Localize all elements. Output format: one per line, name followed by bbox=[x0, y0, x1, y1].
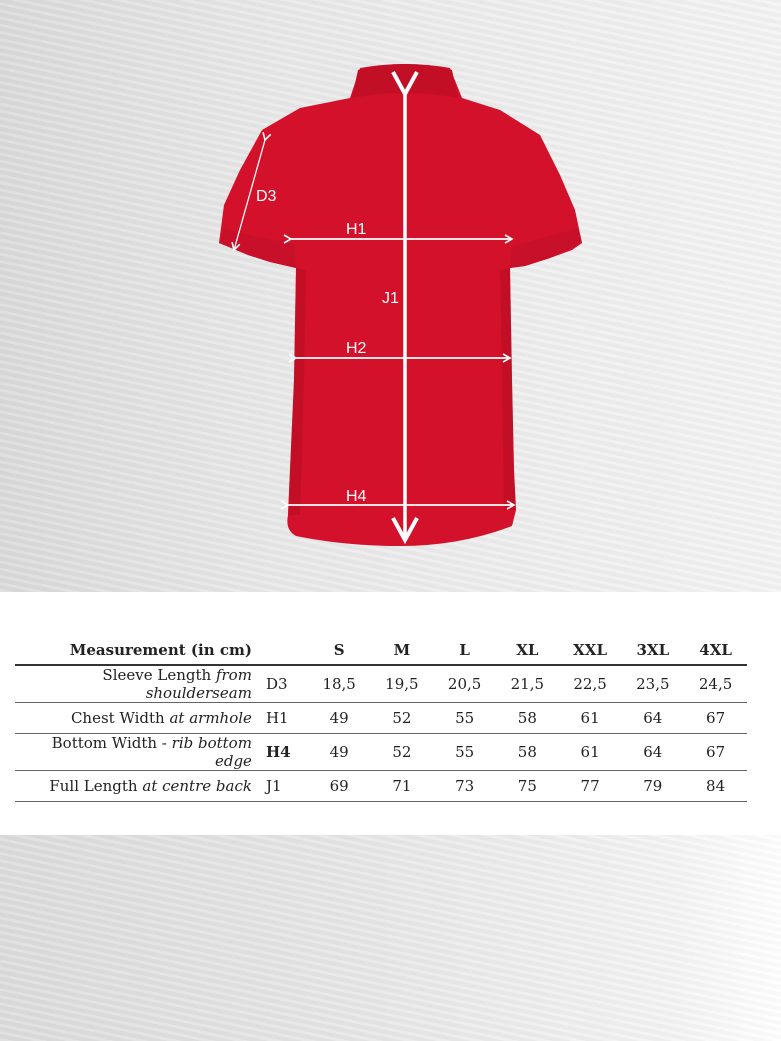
measurement-note: rib bottom edge bbox=[171, 734, 252, 770]
table-cell: 67 bbox=[684, 734, 747, 771]
table-cell: 18,5 bbox=[308, 665, 371, 703]
table-cell: 55 bbox=[433, 703, 496, 734]
table-cell: 79 bbox=[621, 771, 684, 802]
shirt-body bbox=[219, 64, 582, 546]
header-size-xl: XL bbox=[496, 636, 559, 665]
table-cell: 19,5 bbox=[371, 665, 434, 703]
shirt-collar bbox=[352, 64, 458, 98]
row-label bbox=[15, 703, 266, 734]
measurement-note: from shoulderseam bbox=[145, 666, 252, 702]
header-measurement: Measurement (in cm) bbox=[15, 636, 266, 665]
table-cell: 24,5 bbox=[684, 665, 747, 703]
table-cell: 58 bbox=[496, 734, 559, 771]
label-h1: H1 bbox=[346, 221, 367, 238]
label-j1: J1 bbox=[382, 290, 399, 307]
table-cell: 77 bbox=[559, 771, 622, 802]
table-cell: 20,5 bbox=[433, 665, 496, 703]
table-row bbox=[15, 703, 747, 734]
table-row bbox=[15, 665, 747, 703]
table-cell: 22,5 bbox=[559, 665, 622, 703]
table-header-row bbox=[15, 636, 747, 665]
table-cell: 23,5 bbox=[621, 665, 684, 703]
measurement-name: Bottom Width - bbox=[51, 734, 167, 752]
table-cell: 61 bbox=[559, 703, 622, 734]
table-cell: 84 bbox=[684, 771, 747, 802]
measurement-note: at armhole bbox=[169, 709, 252, 727]
table-cell: 75 bbox=[496, 771, 559, 802]
table-cell: 73 bbox=[433, 771, 496, 802]
row-label bbox=[15, 734, 266, 771]
table-cell: 21,5 bbox=[496, 665, 559, 703]
fabric-texture-bottom bbox=[0, 835, 781, 1041]
table-row bbox=[15, 734, 747, 771]
header-size-xxl: XXL bbox=[559, 636, 622, 665]
table-cell: 61 bbox=[559, 734, 622, 771]
table-cell: 49 bbox=[308, 734, 371, 771]
measurement-code: D3 bbox=[266, 665, 308, 703]
measurement-code: J1 bbox=[266, 771, 308, 802]
measurement-note: at centre back bbox=[142, 777, 252, 795]
header-size-3xl: 3XL bbox=[621, 636, 684, 665]
measurement-name: Chest Width bbox=[70, 709, 165, 727]
table-cell: 52 bbox=[371, 734, 434, 771]
table-cell: 58 bbox=[496, 703, 559, 734]
size-chart-table bbox=[15, 636, 747, 802]
row-label bbox=[15, 665, 266, 703]
label-h2: H2 bbox=[346, 340, 367, 357]
measurement-name: Sleeve Length bbox=[102, 666, 212, 684]
row-label bbox=[15, 771, 266, 802]
label-d3: D3 bbox=[256, 188, 277, 205]
header-size-l: L bbox=[433, 636, 496, 665]
table-cell: 71 bbox=[371, 771, 434, 802]
header-code bbox=[266, 636, 308, 665]
header-size-s: S bbox=[308, 636, 371, 665]
label-h4: H4 bbox=[346, 488, 367, 505]
table-cell: 69 bbox=[308, 771, 371, 802]
table-cell: 55 bbox=[433, 734, 496, 771]
measurement-code: H1 bbox=[266, 703, 308, 734]
table-cell: 49 bbox=[308, 703, 371, 734]
measurement-code: H4 bbox=[266, 734, 308, 771]
table-cell: 52 bbox=[371, 703, 434, 734]
header-size-m: M bbox=[371, 636, 434, 665]
measurement-name: Full Length bbox=[49, 777, 138, 795]
table-cell: 67 bbox=[684, 703, 747, 734]
table-cell: 64 bbox=[621, 703, 684, 734]
table-row bbox=[15, 771, 747, 802]
table-cell: 64 bbox=[621, 734, 684, 771]
header-size-4xl: 4XL bbox=[684, 636, 747, 665]
